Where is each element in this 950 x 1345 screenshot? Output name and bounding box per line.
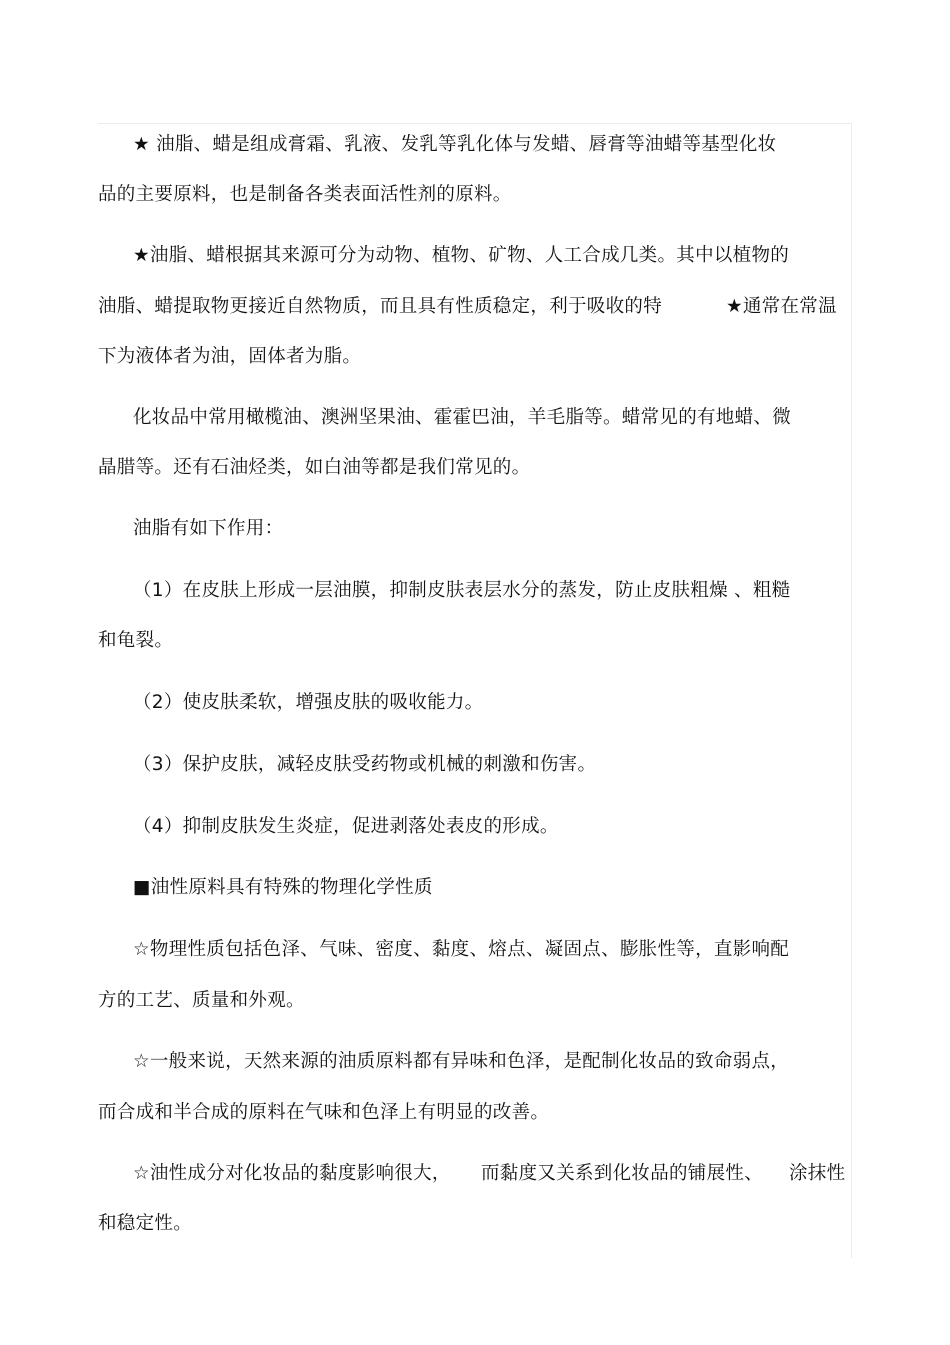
page-border-right — [851, 123, 852, 1258]
paragraph-3-line-2: 晶腊等。还有石油烃类，如白油等都是我们常见的。 — [98, 457, 531, 478]
paragraph-1-line-2: 品的主要原料，也是制备各类表面活性剂的原料。 — [98, 184, 512, 205]
paragraph-5-line-2: 和龟裂。 — [98, 630, 174, 651]
paragraph-7-line-1: （3）保护皮肤，减轻皮肤受药物或机械的刺激和伤害。 — [133, 754, 597, 775]
paragraph-11-line-1: ☆一般来说，天然来源的油质原料都有异味和色泽，是配制化妆品的致命弱点， — [133, 1051, 790, 1072]
paragraph-10-line-1: ☆物理性质包括色泽、气味、密度、黏度、熔点、凝固点、膨胀性等，直影响配 — [133, 939, 790, 960]
paragraph-4-line-1: 油脂有如下作用： — [133, 518, 284, 539]
paragraph-5-line-1: （1）在皮肤上形成一层油膜，抑制皮肤表层水分的蒸发，防止皮肤粗燥 、粗糙 — [133, 580, 791, 601]
paragraph-10-line-2: 方的工艺、质量和外观。 — [98, 990, 305, 1011]
paragraph-2-line-2a: 油脂、蜡提取物更接近自然物质，而且具有性质稳定，利于吸收的特 — [98, 296, 663, 317]
section-heading: ■油性原料具有特殊的物理化学性质 — [133, 877, 433, 898]
paragraph-11-line-2: 而合成和半合成的原料在气味和色泽上有明显的改善。 — [98, 1102, 550, 1123]
paragraph-1-line-1: ★ 油脂、蜡是组成膏霜、乳液、发乳等乳化体与发蜡、唇膏等油蜡等基型化妆 — [133, 134, 777, 155]
paragraph-2-line-2b: ★通常在常温 — [726, 296, 837, 317]
paragraph-12-line-2: 和稳定性。 — [98, 1213, 193, 1234]
paragraph-6-line-1: （2）使皮肤柔软，增强皮肤的吸收能力。 — [133, 692, 484, 713]
paragraph-12-line-1c: 涂抹性 — [789, 1163, 846, 1184]
paragraph-2-line-3: 下为液体者为油，固体者为脂。 — [98, 346, 362, 367]
paragraph-12-line-1a: ☆油性成分对化妆品的黏度影响很大， — [133, 1163, 451, 1184]
paragraph-2-line-1: ★油脂、蜡根据其来源可分为动物、植物、矿物、人工合成几类。其中以植物的 — [133, 245, 790, 266]
paragraph-8-line-1: （4）抑制皮肤发生炎症，促进剥落处表皮的形成。 — [133, 816, 559, 837]
paragraph-12-line-1b: 而黏度又关系到化妆品的铺展性、 — [481, 1163, 764, 1184]
page-border-top — [98, 123, 852, 124]
paragraph-3-line-1: 化妆品中常用橄榄油、澳洲坚果油、霍霍巴油，羊毛脂等。蜡常见的有地蜡、微 — [133, 407, 792, 428]
